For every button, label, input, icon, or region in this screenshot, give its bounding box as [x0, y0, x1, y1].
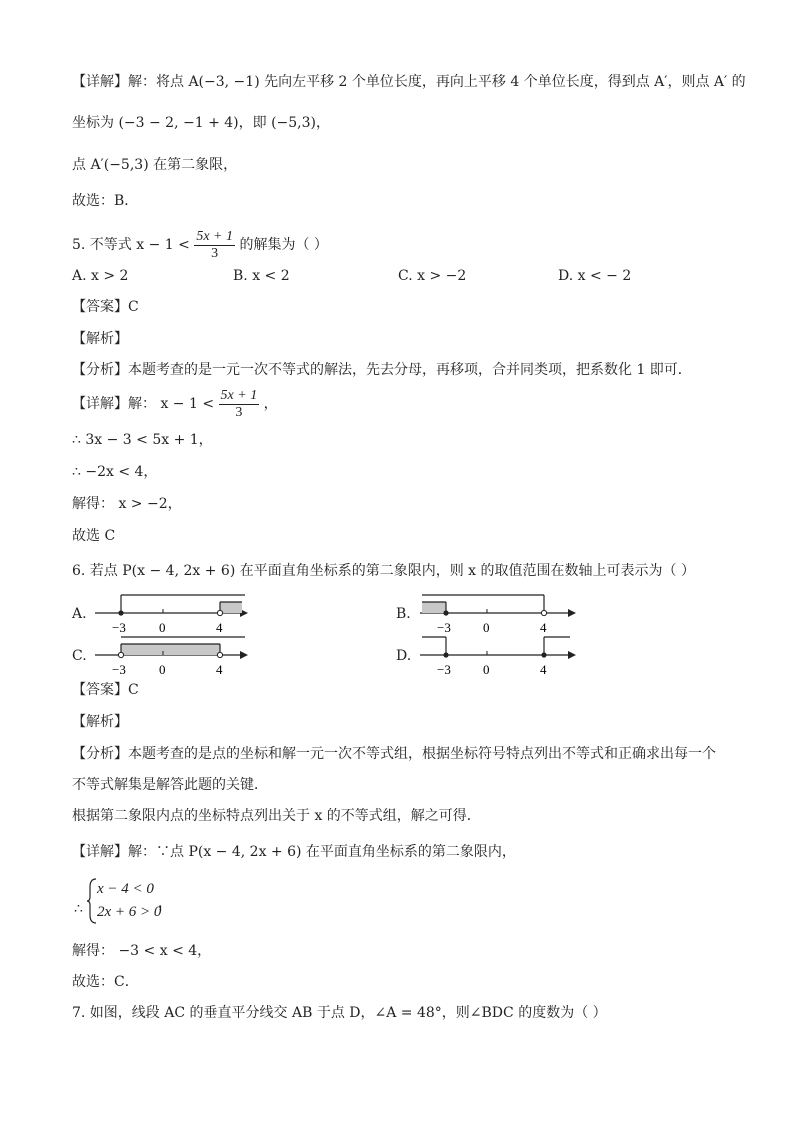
q5-option-d: D. x < − 2: [558, 268, 632, 284]
q6-system-line-2: 2x + 6 > 0: [97, 904, 162, 920]
q6-c-tick-neg3: −3: [112, 662, 126, 677]
q6-analysis-heading: 【解析】: [72, 714, 128, 730]
q6-system-line-1: x − 4 < 0: [97, 881, 154, 897]
q6-option-c-numberline: [90, 632, 250, 680]
q6-c-tick-4: 4: [216, 662, 223, 677]
q6-a-tick-neg3: −3: [112, 620, 126, 635]
q5-detail-numerator: 5x + 1: [220, 387, 258, 403]
q6-option-a-label: A.: [72, 606, 87, 622]
q5-stem-end: 的解集为（ ）: [239, 237, 328, 253]
q6-analysis-1: 【分析】本题考查的是点的坐标和解一元一次不等式组，根据坐标符号特点列出不等式和正确求出每一个: [72, 746, 716, 762]
q5-stem-start: 5. 不等式 x − 1 <: [72, 237, 190, 253]
q5-step-2: ∴ −2x < 4，: [72, 464, 158, 480]
q6-answer: 【答案】C: [72, 682, 139, 698]
q6-option-d-label: D.: [396, 648, 412, 664]
q5-fraction-numerator: 5x + 1: [196, 228, 233, 244]
detail-line-3: 点 A′(−5,3) 在第二象限，: [72, 157, 238, 173]
detail-line-4: 故选：B．: [72, 193, 139, 209]
q6-detail: 【详解】解：∵点 P(x − 4, 2x + 6) 在平面直角坐标系的第二象限内，: [72, 844, 516, 860]
q6-d-tick-neg3: −3: [437, 662, 451, 677]
question-5: [72, 227, 328, 263]
q5-fraction: [194, 229, 235, 262]
q5-detail: [72, 386, 278, 422]
q6-step-2: 故选：C．: [72, 974, 139, 990]
q6-b-tick-0: 0: [483, 620, 490, 635]
q5-fraction-denominator: 3: [211, 245, 219, 261]
q6-d-tick-4: 4: [540, 662, 547, 677]
q6-d-tick-0: 0: [483, 662, 490, 677]
q6-therefore: ∴: [74, 901, 83, 917]
q6-option-b-label: B.: [396, 606, 411, 622]
q6-system-comma: ，: [158, 895, 172, 911]
q6-analysis-2: 不等式解集是解答此题的关键．: [72, 777, 268, 793]
q5-analysis: 【分析】本题考查的是一元一次不等式的解法，先去分母，再移项，合并同类项，把系数化 1 即可．: [72, 362, 692, 378]
q5-step-3: 解得： x > −2，: [72, 496, 182, 512]
q5-step-1: ∴ 3x − 3 < 5x + 1，: [72, 432, 213, 448]
question-7: 7. 如图，线段 AC 的垂直平分线交 AB 于点 D，∠A = 48°，则∠BDC 的度数为（ ）: [72, 1005, 607, 1021]
q6-b-tick-neg3: −3: [437, 620, 451, 635]
q5-detail-end: ，: [263, 396, 278, 412]
q5-option-b: B. x < 2: [233, 268, 290, 284]
q6-analysis-3: 根据第二象限内点的坐标特点列出关于 x 的不等式组，解之可得．: [72, 808, 481, 824]
q5-analysis-heading: 【解析】: [72, 331, 128, 347]
q6-b-tick-4: 4: [540, 620, 547, 635]
q6-a-tick-4: 4: [216, 620, 223, 635]
q6-step-1: 解得： −3 < x < 4，: [72, 943, 212, 959]
q5-option-a: A. x > 2: [72, 268, 129, 284]
q5-answer: 【答案】C: [72, 299, 139, 315]
q5-option-c: C. x > −2: [398, 268, 467, 284]
q6-option-d-numberline: [418, 632, 578, 680]
q5-detail-fraction: [219, 388, 260, 421]
q5-detail-start: 【详解】解： x − 1 <: [72, 396, 215, 412]
q6-option-a-numberline: [90, 590, 250, 638]
q6-c-tick-0: 0: [159, 662, 166, 677]
q5-detail-denominator: 3: [235, 404, 243, 420]
q6-option-c-label: C.: [72, 648, 87, 664]
q6-option-b-numberline: [418, 590, 578, 638]
detail-line-1: 【详解】解：将点 A(−3, −1) 先向左平移 2 个单位长度，再向上平移 4 个单位长度，得到点 A′，则点 A′ 的: [72, 74, 746, 90]
q5-step-4: 故选 C: [72, 528, 116, 544]
q6-a-tick-0: 0: [159, 620, 166, 635]
detail-line-2: 坐标为 (−3 − 2, −1 + 4)，即 (−5,3)，: [72, 115, 330, 131]
question-6: 6. 若点 P(x − 4, 2x + 6) 在平面直角坐标系的第二象限内，则 x 的取值范围在数轴上可表示为（ ）: [72, 563, 695, 579]
